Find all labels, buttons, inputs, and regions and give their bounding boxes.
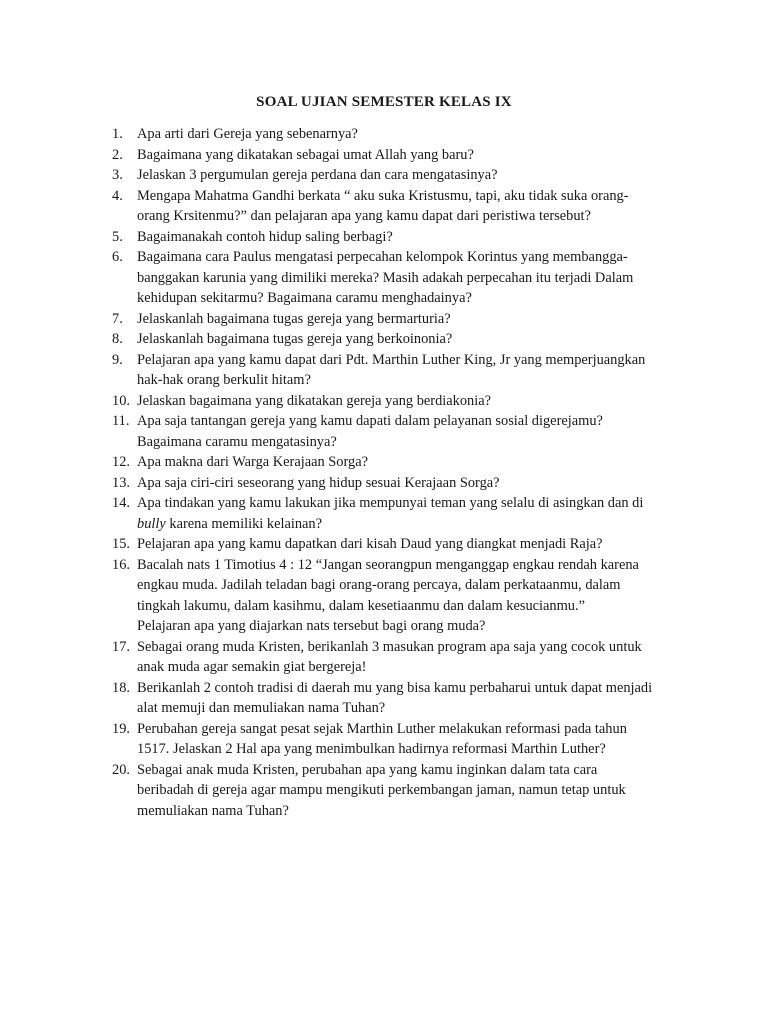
- question-item: [112, 534, 680, 555]
- question-item: [112, 329, 680, 350]
- question-text: Jelaskan bagaimana yang dikatakan gereja yang berdiakonia?: [137, 392, 492, 409]
- question-number: 12.: [112, 454, 130, 470]
- question-text: Sebagai anak muda Kristen, perubahan apa yang kamu inginkan dalam tata cara beribadah di gereja agar mampu mengikuti perkembangan jaman, namun tetap untuk memuliakan nama Tuhan?: [137, 761, 626, 819]
- question-item: [112, 493, 680, 534]
- question-item: [112, 719, 680, 760]
- question-number: 5.: [112, 228, 123, 245]
- question-item: [112, 124, 680, 145]
- question-item: [112, 350, 680, 391]
- question-number: 3.: [112, 167, 123, 183]
- question-number: 2.: [112, 146, 123, 163]
- question-number: 10.: [112, 392, 130, 409]
- question-number: 4.: [112, 187, 123, 204]
- question-list: [112, 124, 680, 821]
- question-text: Apa saja ciri-ciri seseorang yang hidup sesuai Kerajaan Sorga?: [137, 474, 500, 491]
- question-number: 19.: [112, 720, 130, 737]
- question-number: 9.: [112, 351, 123, 368]
- question-text: Berikanlah 2 contoh tradisi di daerah mu yang bisa kamu perbaharui untuk dapat menjadi alat memuji dan memuliakan nama Tuhan?: [137, 679, 653, 716]
- question-text: Bacalah nats 1 Timotius 4 : 12 “Jangan seorangpun menganggap engkau rendah karena engkau muda. Jadilah teladan bagi orang-orang percaya, dalam perkataanmu, dalam tingkah lakumu, dalam kasihmu, dalam kesetiaanmu dan dalam kesucianmu.” Pelajaran apa yang diajarkan nats tersebut bagi orang muda?: [137, 556, 639, 634]
- question-number: 18.: [112, 679, 130, 696]
- question-text: Bagaimanakah contoh hidup saling berbagi?: [137, 228, 393, 245]
- question-text: Pelajaran apa yang kamu dapatkan dari kisah Daud yang diangkat menjadi Raja?: [137, 536, 603, 552]
- question-number: 6.: [112, 249, 123, 265]
- question-item: [112, 555, 680, 637]
- question-text: Bagaimana cara Paulus mengatasi perpecahan kelompok Korintus yang membangga- banggakan karunia yang dimiliki mereka? Masih adakah perpecahan itu terjadi Dalam kehidupan sekitarmu? Bagaimana caramu menghadainya?: [137, 249, 634, 306]
- question-number: 1.: [112, 126, 123, 142]
- question-text: Apa makna dari Warga Kerajaan Sorga?: [137, 454, 368, 470]
- question-item: [112, 391, 680, 412]
- question-item: [112, 227, 680, 248]
- question-item: [112, 186, 680, 227]
- question-text: Mengapa Mahatma Gandhi berkata “ aku suka Kristusmu, tapi, aku tidak suka orang- orang Krsitenmu?” dan pelajaran apa yang kamu dapat dari peristiwa tersebut?: [137, 187, 629, 224]
- question-text: Pelajaran apa yang kamu dapat dari Pdt. Marthin Luther King, Jr yang memperjuangkan hak-hak orang berkulit hitam?: [137, 351, 646, 388]
- question-text: Apa arti dari Gereja yang sebenarnya?: [137, 126, 358, 142]
- question-text: Jelaskanlah bagaimana tugas gereja yang berkoinonia?: [137, 331, 453, 347]
- question-item: [112, 473, 680, 494]
- question-text-part: Apa tindakan yang kamu lakukan jika mempunyai teman yang selalu di asingkan dan di: [137, 495, 644, 511]
- question-item: [112, 678, 680, 719]
- question-item: [112, 145, 680, 166]
- question-item: [112, 452, 680, 473]
- question-number: 14.: [112, 495, 130, 511]
- question-number: 16.: [112, 556, 130, 573]
- question-number: 20.: [112, 761, 130, 778]
- question-text: Apa saja tantangan gereja yang kamu dapati dalam pelayanan sosial digerejamu? Bagaimana caramu mengatasinya?: [137, 413, 603, 450]
- question-text: [137, 493, 680, 534]
- document-title: SOAL UJIAN SEMESTER KELAS IX: [256, 94, 512, 110]
- question-text: Perubahan gereja sangat pesat sejak Marthin Luther melakukan reformasi pada tahun 1517. Jelaskan 2 Hal apa yang menimbulkan hadirnya reformasi Marthin Luther?: [137, 720, 627, 757]
- question-item: [112, 411, 680, 452]
- question-number: 8.: [112, 331, 123, 347]
- question-number: 13.: [112, 474, 130, 491]
- question-number: 7.: [112, 310, 123, 327]
- question-number: 15.: [112, 536, 130, 552]
- question-text-part: karena memiliki kelainan?: [165, 515, 323, 532]
- question-text: Bagaimana yang dikatakan sebagai umat Allah yang baru?: [137, 146, 474, 163]
- question-text: Sebagai orang muda Kristen, berikanlah 3 masukan program apa saja yang cocok untuk anak muda agar semakin giat bergereja!: [137, 638, 642, 675]
- question-item: [112, 247, 680, 309]
- question-item: [112, 165, 680, 186]
- question-number: 11.: [112, 413, 130, 429]
- question-number: 17.: [112, 638, 130, 655]
- question-text: Jelaskan 3 pergumulan gereja perdana dan cara mengatasinya?: [137, 167, 498, 183]
- question-item: [112, 309, 680, 330]
- question-item: [112, 637, 680, 678]
- question-item: [112, 760, 680, 822]
- italic-term: bully: [137, 515, 166, 532]
- question-text: Jelaskanlah bagaimana tugas gereja yang bermarturia?: [137, 310, 451, 327]
